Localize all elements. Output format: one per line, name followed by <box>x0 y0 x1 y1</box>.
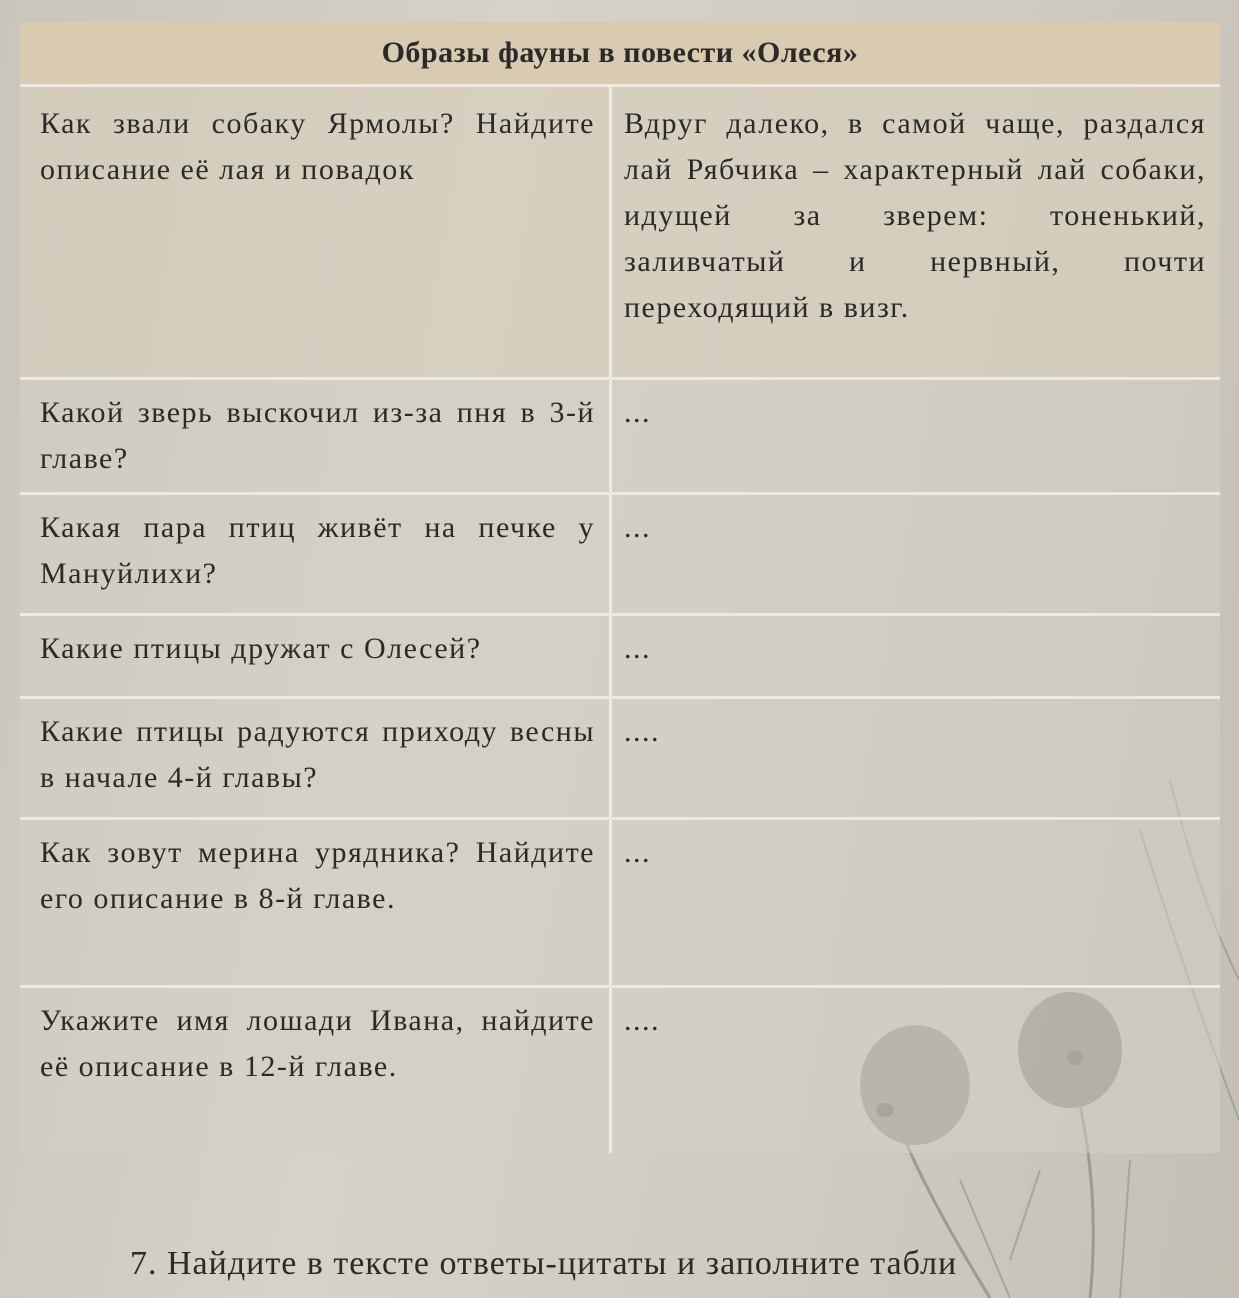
table-row <box>20 492 1220 613</box>
fauna-table <box>20 22 1220 1153</box>
question-cell: Какая пара птиц живёт на печке у Мануйлихи? <box>20 495 612 613</box>
table-row <box>20 84 1220 377</box>
answer-cell: ... <box>624 836 651 869</box>
answer-cell: Вдруг далеко, в самой чаще, раздался лай Рябчика – характерный лай собаки, идущей за зверем: тоненький, заливчатый и нервный, почти переходящий в визг. <box>624 107 1206 324</box>
task-instruction: 7. Найдите в тексте ответы-цитаты и заполните табли <box>130 1245 958 1282</box>
answer-cell: ... <box>624 396 651 429</box>
table-row <box>20 696 1220 817</box>
answer-cell: ... <box>624 632 651 665</box>
question-cell: Как зовут мерина урядника? Найдите его описание в 8-й главе. <box>20 820 612 985</box>
answer-cell: .... <box>624 715 660 748</box>
question-cell: Укажите имя лошади Ивана, найдите её описание в 12-й главе. <box>20 988 612 1153</box>
answer-cell: .... <box>624 1004 660 1037</box>
question-cell: Какие птицы дружат с Олесей? <box>20 616 612 696</box>
question-cell: Какой зверь выскочил из-за пня в 3-й главе? <box>20 380 612 492</box>
answer-cell: ... <box>624 511 651 544</box>
table-row <box>20 613 1220 696</box>
question-cell: Как звали собаку Ярмолы? Найдите описание её лая и повадок <box>20 87 612 377</box>
question-cell: Какие птицы радуются приходу весны в начале 4-й главы? <box>20 699 612 817</box>
table-row <box>20 377 1220 492</box>
table-row <box>20 817 1220 985</box>
table-row <box>20 985 1220 1153</box>
table-title: Образы фауны в повести «Олеся» <box>20 22 1220 84</box>
